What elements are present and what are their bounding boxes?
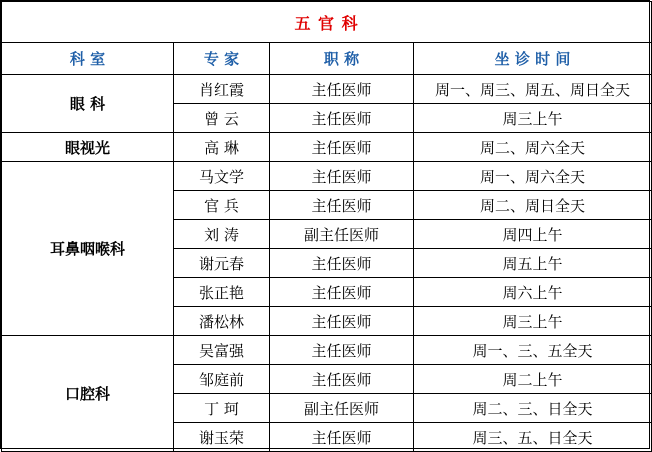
header-doctor: 专 家 — [174, 43, 270, 75]
rank-cell: 主任医师 — [270, 104, 414, 133]
dept-cell: 耳鼻咽喉科 — [2, 162, 174, 336]
doctor-cell: 肖红霞 — [174, 75, 270, 104]
rank-cell: 主任医师 — [270, 336, 414, 365]
header-schedule: 坐 诊 时 间 — [414, 43, 652, 75]
table-row — [2, 162, 652, 191]
doctor-cell: 谢玉荣 — [174, 423, 270, 452]
doctor-cell: 曾 云 — [174, 104, 270, 133]
schedule-table — [1, 1, 652, 452]
rank-cell: 主任医师 — [270, 75, 414, 104]
rank-cell: 主任医师 — [270, 191, 414, 220]
schedule-cell: 周三上午 — [414, 104, 652, 133]
rank-cell: 主任医师 — [270, 307, 414, 336]
doctor-cell: 高 琳 — [174, 133, 270, 162]
doctor-cell: 吴富强 — [174, 336, 270, 365]
doctor-cell: 刘 涛 — [174, 220, 270, 249]
rank-cell: 主任医师 — [270, 423, 414, 452]
schedule-cell: 周四上午 — [414, 220, 652, 249]
rank-cell: 主任医师 — [270, 162, 414, 191]
rank-cell: 主任医师 — [270, 278, 414, 307]
dept-cell: 眼视光 — [2, 133, 174, 162]
schedule-cell: 周二、三、日全天 — [414, 394, 652, 423]
header-row — [2, 43, 652, 75]
table-row — [2, 75, 652, 104]
schedule-cell: 周一、周六全天 — [414, 162, 652, 191]
rank-cell: 副主任医师 — [270, 394, 414, 423]
title-row — [2, 2, 652, 43]
schedule-cell: 周二、周六全天 — [414, 133, 652, 162]
doctor-cell: 谢元春 — [174, 249, 270, 278]
schedule-cell: 周一、周三、周五、周日全天 — [414, 75, 652, 104]
dept-cell: 口腔科 — [2, 336, 174, 452]
header-dept: 科 室 — [2, 43, 174, 75]
header-rank: 职 称 — [270, 43, 414, 75]
table-row — [2, 133, 652, 162]
schedule-cell: 周三、五、日全天 — [414, 423, 652, 452]
doctor-cell: 邹庭前 — [174, 365, 270, 394]
schedule-cell: 周一、三、五全天 — [414, 336, 652, 365]
rank-cell: 副主任医师 — [270, 220, 414, 249]
schedule-cell: 周五上午 — [414, 249, 652, 278]
schedule-cell: 周六上午 — [414, 278, 652, 307]
doctor-cell: 马文学 — [174, 162, 270, 191]
doctor-cell: 张正艳 — [174, 278, 270, 307]
doctor-cell: 丁 珂 — [174, 394, 270, 423]
rank-cell: 主任医师 — [270, 133, 414, 162]
rank-cell: 主任医师 — [270, 249, 414, 278]
table-title: 五 官 科 — [2, 2, 652, 43]
schedule-cell: 周二上午 — [414, 365, 652, 394]
schedule-cell: 周二、周日全天 — [414, 191, 652, 220]
dept-cell: 眼 科 — [2, 75, 174, 133]
table-row — [2, 336, 652, 365]
rank-cell: 主任医师 — [270, 365, 414, 394]
schedule-cell: 周三上午 — [414, 307, 652, 336]
doctor-cell: 潘松林 — [174, 307, 270, 336]
doctor-cell: 官 兵 — [174, 191, 270, 220]
